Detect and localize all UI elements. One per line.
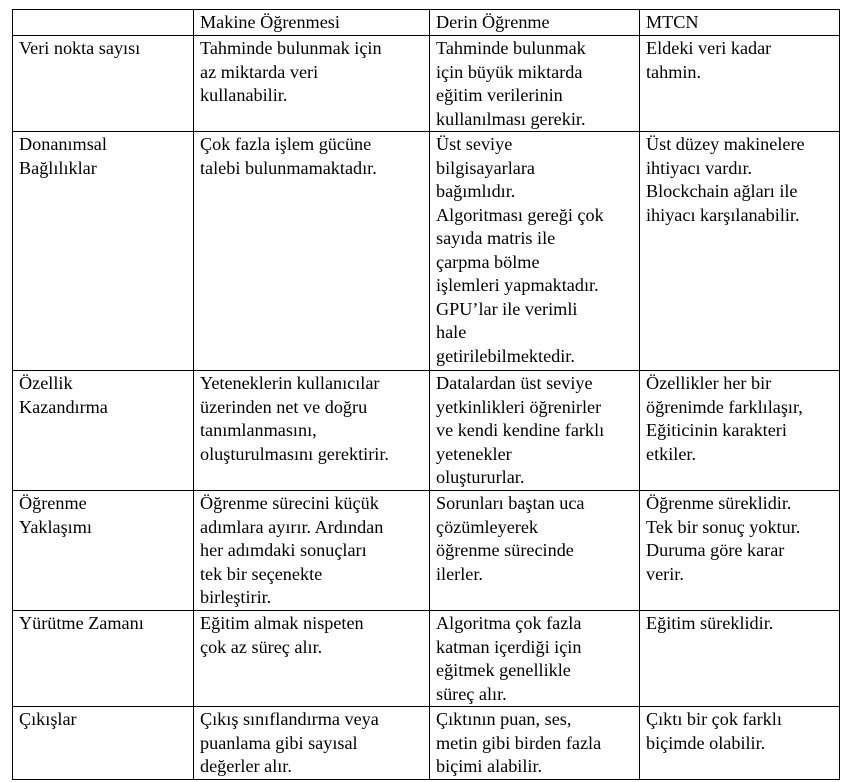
table-cell: Öğrenme süreklidir. Tek bir sonuç yoktur. Duruma göre karar verir. [640, 491, 840, 611]
header-cell-machine-learning: Makine Öğrenmesi [194, 10, 430, 36]
table-cell: Özellikler her bir öğrenimde farklılaşır, Eğiticinin karakteri etkiler. [640, 371, 840, 491]
table-row [13, 491, 840, 611]
row-label: Özellik Kazandırma [13, 371, 194, 491]
row-label: Öğrenme Yaklaşımı [13, 491, 194, 611]
table-row [13, 132, 840, 371]
table-cell: Eğitim süreklidir. [640, 611, 840, 707]
table-row [13, 371, 840, 491]
table-cell: Tahminde bulunmak için büyük miktarda eğitim verilerinin kullanılması gerekir. [430, 36, 640, 132]
table-cell: Üst seviye bilgisayarlara bağımlıdır. Algoritması gereği çok sayıda matris ile çarpma bölme işlemleri yapmaktadır. GPU’lar ile verimli hale getirilebilmektedir. [430, 132, 640, 371]
table-cell: Datalardan üst seviye yetkinlikleri öğrenirler ve kendi kendine farklı yetenekler oluştururlar. [430, 371, 640, 491]
table-cell: Yeteneklerin kullanıcılar üzerinden net ve doğru tanımlanmasını, oluşturulmasını gerektirir. [194, 371, 430, 491]
table-cell: Eldeki veri kadar tahmin. [640, 36, 840, 132]
table-cell: Üst düzey makinelere ihtiyacı vardır. Blockchain ağları ile ihiyacı karşılanabilir. [640, 132, 840, 371]
table-cell: Çok fazla işlem gücüne talebi bulunmamaktadır. [194, 132, 430, 371]
table-row [13, 707, 840, 780]
table-cell: Çıktının puan, ses, metin gibi birden fazla biçimi alabilir. [430, 707, 640, 780]
table-cell: Sorunları baştan uca çözümleyerek öğrenme sürecinde ilerler. [430, 491, 640, 611]
table-row [13, 36, 840, 132]
row-label: Veri nokta sayısı [13, 36, 194, 132]
table-row [13, 611, 840, 707]
table-cell: Çıkış sınıflandırma veya puanlama gibi sayısal değerler alır. [194, 707, 430, 780]
row-label: Donanımsal Bağlılıklar [13, 132, 194, 371]
table-cell: Algoritma çok fazla katman içerdiği için eğitmek genellikle süreç alır. [430, 611, 640, 707]
table-cell: Çıktı bir çok farklı biçimde olabilir. [640, 707, 840, 780]
header-cell-mtcn: MTCN [640, 10, 840, 36]
table-cell: Tahminde bulunmak için az miktarda veri kullanabilir. [194, 36, 430, 132]
comparison-table [12, 9, 840, 780]
row-label: Yürütme Zamanı [13, 611, 194, 707]
header-row [13, 10, 840, 36]
row-label: Çıkışlar [13, 707, 194, 780]
table-cell: Öğrenme sürecini küçük adımlara ayırır. Ardından her adımdaki sonuçları tek bir seçenekte birleştirir. [194, 491, 430, 611]
header-cell-empty [13, 10, 194, 36]
table-cell: Eğitim almak nispeten çok az süreç alır. [194, 611, 430, 707]
header-cell-deep-learning: Derin Öğrenme [430, 10, 640, 36]
